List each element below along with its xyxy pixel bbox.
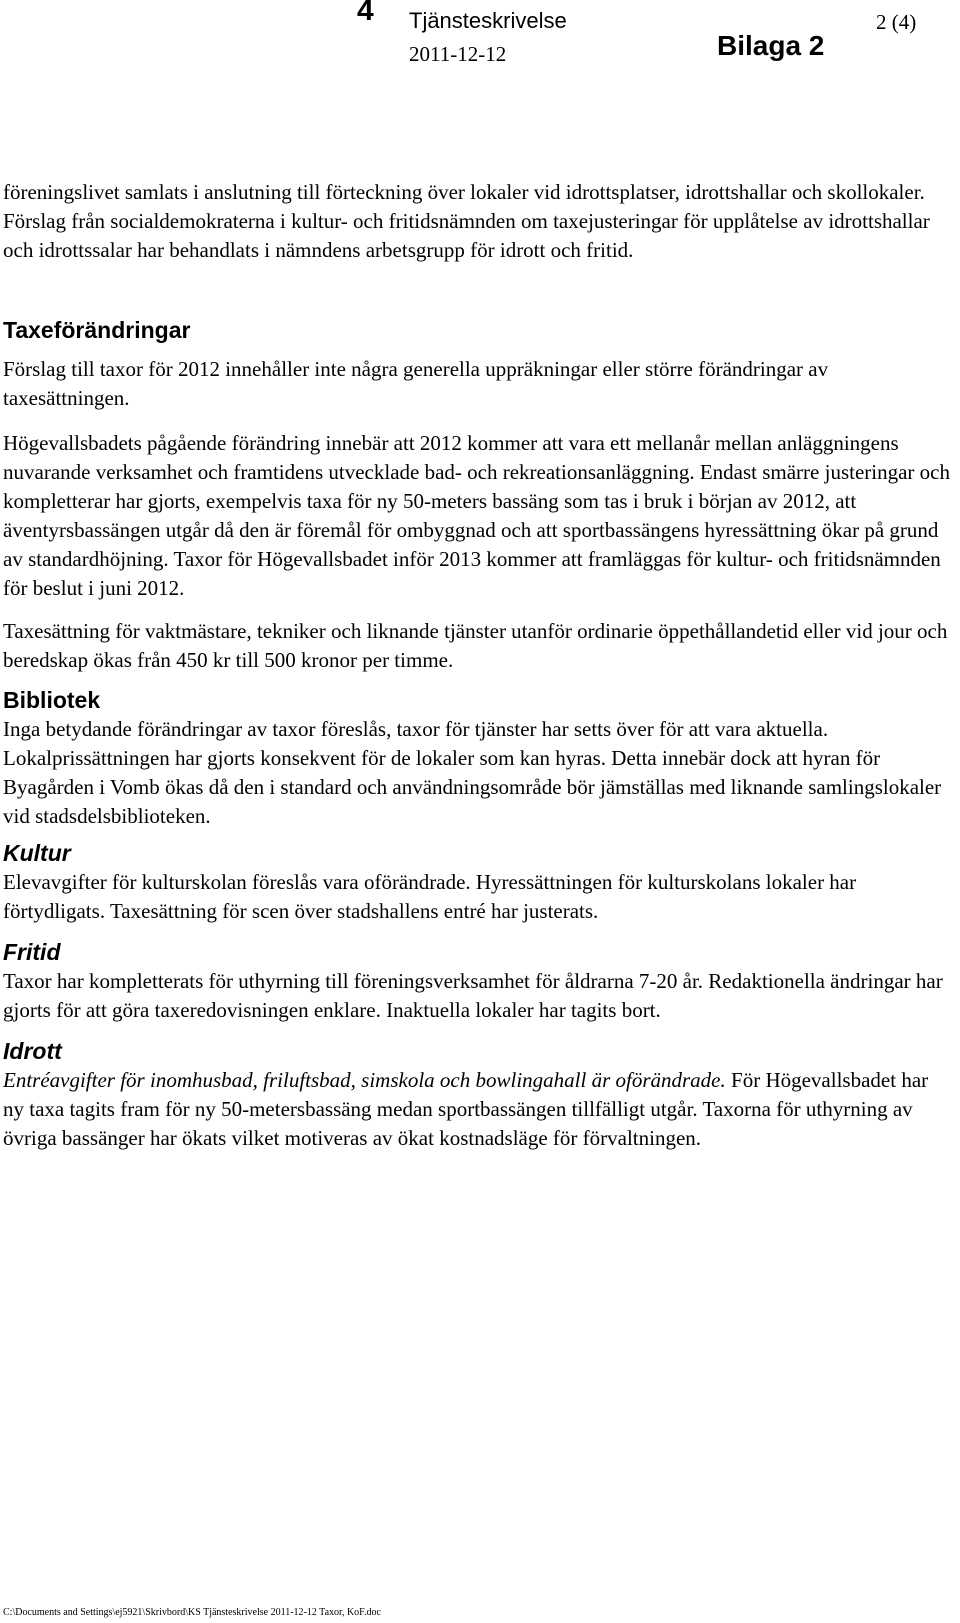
fritid-paragraph: Taxor har kompletterats för uthyrning till föreningsverksamhet för åldrarna 7-20 år. Redaktionella ändringar har gjorts för att göra taxeredovisningen enklare. Inaktuella lokaler har tagits bort. bbox=[3, 969, 943, 1022]
heading-idrott: Idrott bbox=[3, 1038, 62, 1064]
intro-paragraph: föreningslivet samlats i anslutning till förteckning över lokaler vid idrottsplatser, idrottshallar och skollokaler. Förslag från socialdemokraterna i kultur- och fritidsnämnden om taxejusteringar för upplåtelse av idrottshallar och idrottssalar har behandlats i nämndens arbetsgrupp för idrott och fritid. bbox=[3, 180, 930, 262]
heading-kultur: Kultur bbox=[3, 840, 71, 866]
heading-fritid: Fritid bbox=[3, 939, 61, 965]
file-path-footer: C:\Documents and Settings\ej5921\Skrivbord\KS Tjänsteskrivelse 2011-12-12 Taxor, KoF.doc bbox=[3, 1607, 381, 1618]
idrott-italic-text: Entréavgifter för inomhusbad, friluftsbad, simskola och bowlingahall är oförändrade. bbox=[3, 1068, 726, 1092]
idrott-paragraph bbox=[3, 1066, 951, 1153]
heading-taxeforandringar: Taxeförändringar bbox=[3, 317, 191, 343]
bibliotek-paragraph: Inga betydande förändringar av taxor föreslås, taxor för tjänster har setts över för att vara aktuella. Lokalprissättningen har gjorts konsekvent för de lokaler som kan hyras. Detta innebär dock att hyran för Byagården i Vomb ökas då den i standard och användningsområde bör jämställas med liknande samlingslokaler vid stadsdelsbiblioteken. bbox=[3, 717, 942, 828]
document-date: 2011-12-12 bbox=[409, 42, 507, 66]
document-type: Tjänsteskrivelse bbox=[409, 8, 567, 33]
heading-bibliotek: Bibliotek bbox=[3, 687, 101, 713]
page-indicator: 2 (4) bbox=[876, 10, 917, 34]
kultur-paragraph: Elevavgifter för kulturskolan föreslås vara oförändrade. Hyressättningen för kulturskolans lokaler har förtydligats. Taxesättning för scen över stadshallens entré har justerats. bbox=[3, 870, 857, 923]
taxe-paragraph-2: Högevallsbadets pågående förändring innebär att 2012 kommer att vara ett mellanår mellan anläggningens nuvarande verksamhet och framtidens utvecklade bad- och rekreationsanläggning. Endast smärre justeringar och kompletterar har gjorts, exempelvis taxa för ny 50-meters bassäng som tas i bruk i början av 2012, att äventyrsbassängen utgår då den är föremål för ombyggnad och att sportbassängens hyressättning ökar på grund av standardhöjning. Taxor för Högevallsbadet inför 2013 kommer att framläggas för kultur- och fritidsnämnden för beslut i juni 2012. bbox=[3, 431, 950, 600]
taxe-paragraph-1: Förslag till taxor för 2012 innehåller inte några generella uppräkningar eller större förändringar av taxesättningen. bbox=[3, 357, 829, 410]
taxe-paragraph-3: Taxesättning för vaktmästare, tekniker och liknande tjänster utanför ordinarie öppethållandetid eller vid jour och beredskap ökas från 450 kr till 500 kronor per timme. bbox=[3, 619, 948, 672]
section-number: 4 bbox=[357, 0, 374, 27]
attachment-label: Bilaga 2 bbox=[717, 30, 825, 61]
document-body bbox=[3, 178, 951, 1153]
idrott-text: För Högevallsbadet har ny taxa tagits fram för ny 50-metersbassäng medan sportbassängen tillfälligt utgår. Taxorna för uthyrning av övriga bassänger har ökats vilket motiveras av ökat kostnadsläge för förvaltningen. bbox=[3, 1068, 929, 1150]
